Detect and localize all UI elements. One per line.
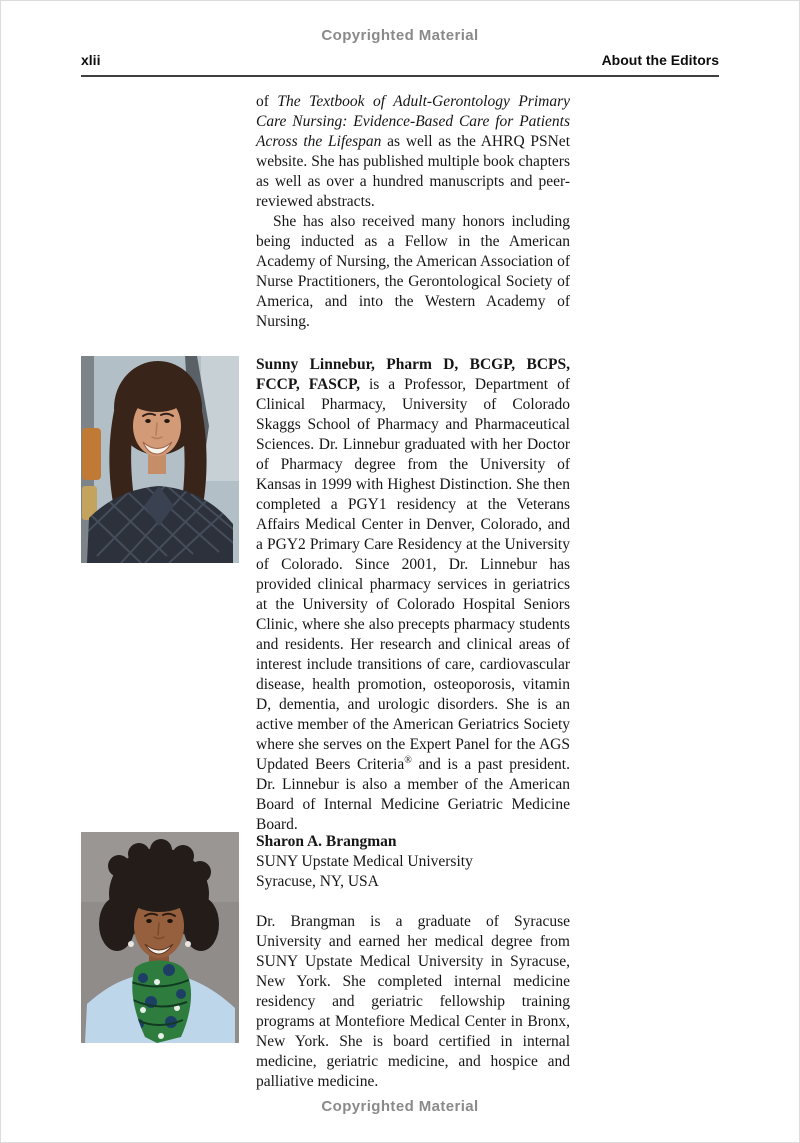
intro-text-block xyxy=(256,92,570,332)
editor-address-block xyxy=(256,832,570,892)
text-run: of xyxy=(256,93,278,110)
portrait-sunny-linnebur xyxy=(81,356,239,563)
editor-name: Sharon A. Brangman xyxy=(256,833,397,850)
copyright-watermark-top: Copyrighted Material xyxy=(321,27,479,44)
text-run: She has also received many honors including being inducted as a Fellow in the American Academy of Nursing, the American Association of Nurse Practitioners, the Gerontological Society of America, and into the Western Academy of Nursing. xyxy=(256,213,570,330)
paragraph xyxy=(256,92,570,212)
paragraph xyxy=(256,355,570,835)
bio-sunny-linnebur xyxy=(256,355,570,835)
editor-name-credentials: Sunny Linnebur, Pharm D, BCGP, BCPS, FCCP, FASCP, xyxy=(256,356,570,393)
header-rule xyxy=(81,75,719,77)
page-number: xlii xyxy=(81,52,101,68)
bio-sharon-brangman xyxy=(256,832,570,1092)
book-title-italic: The Textbook of Adult-Gerontology Primary Care Nursing: Evidence-Based Care for Patients Across the Lifespan xyxy=(256,93,570,150)
page-header xyxy=(81,52,719,68)
portrait-sharon-brangman xyxy=(81,832,239,1043)
text-run: as well as the AHRQ PSNet website. She has published multiple book chapters as well as over a hundred manuscripts and peer-reviewed abstracts. xyxy=(256,133,570,210)
running-title: About the Editors xyxy=(601,52,719,68)
editor-location: Syracuse, NY, USA xyxy=(256,873,379,890)
editor-affiliation: SUNY Upstate Medical University xyxy=(256,853,473,870)
copyright-watermark-bottom: Copyrighted Material xyxy=(321,1098,479,1115)
registered-trademark-symbol: ® xyxy=(404,754,412,766)
text-run: Dr. Brangman is a graduate of Syracuse University and earned her medical degree from SUNY Upstate Medical University in Syracuse, New York. She completed internal medicine residency and geriatric fellowship training programs at Montefiore Medical Center in Bronx, New York. She is board certified in internal medicine, geriatric medicine, and hospice and palliative medicine. xyxy=(256,913,570,1090)
paragraph xyxy=(256,212,570,332)
paragraph xyxy=(256,912,570,1092)
text-run: and is a past president. Dr. Linnebur is also a member of the American Board of Internal Medicine Geriatric Medicine Board. xyxy=(256,756,570,833)
text-run: is a Professor, Department of Clinical Pharmacy, University of Colorado Skaggs School of Pharmacy and Pharmaceutical Sciences. Dr. Linnebur graduated with her Doctor of Pharmacy degree from the University of Kansas in 1999 with Highest Distinction. She then completed a PGY1 residency at the Veterans Affairs Medical Center in Denver, Colorado, and a PGY2 Primary Care Residency at the University of Colorado. Since 2001, Dr. Linnebur has provided clinical pharmacy services in geriatrics at the University of Colorado Hospital Seniors Clinic, where she also precepts pharmacy students and residents. Her research and clinical areas of interest include transitions of care, cardiovascular disease, health promotion, osteoporosis, vitamin D, dementia, and urologic disorders. She is an active member of the American Geriatrics Society where she serves on the Expert Panel for the AGS Updated Beers Criteria xyxy=(256,376,570,773)
